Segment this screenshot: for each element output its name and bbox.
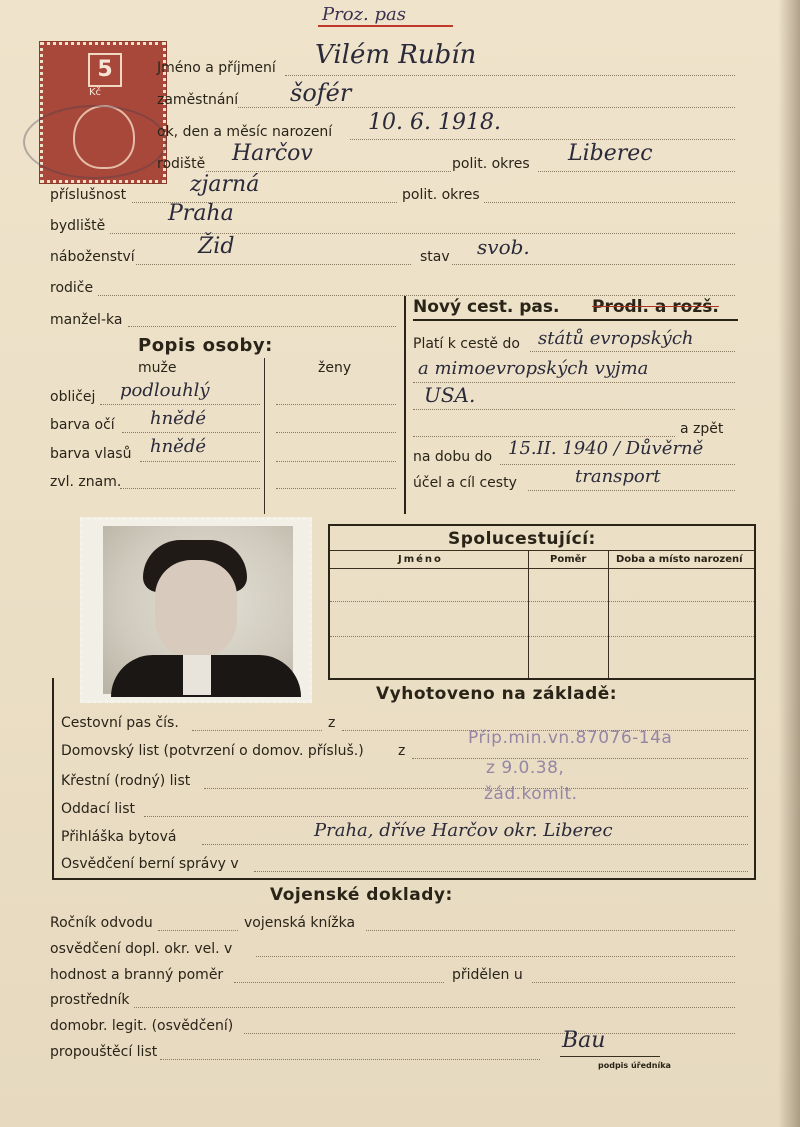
domicile-line: [412, 758, 748, 759]
hair-line-female: [276, 461, 396, 462]
marriage-line: [144, 816, 748, 817]
marks-line: [120, 488, 260, 489]
male-column-label: muže: [138, 360, 177, 376]
companions-table: [328, 524, 756, 680]
companions-row-2: [330, 636, 754, 637]
issued-basis-section: [52, 678, 756, 880]
companions-title-rule: [330, 550, 754, 551]
birth-label: ok, den a měsíc narození: [157, 124, 333, 140]
marks-line-female: [276, 488, 396, 489]
return-line: [413, 436, 675, 437]
assigned-label: přidělen u: [452, 967, 523, 983]
religion-value: Žid: [198, 234, 235, 259]
period-line: [500, 464, 735, 465]
religion-label: náboženství: [50, 249, 135, 265]
face-line-female: [276, 404, 396, 405]
broker-label: prostředník: [50, 992, 130, 1008]
domicile-z-label: z: [398, 743, 406, 759]
description-column-divider: [264, 358, 265, 514]
photo-face: [155, 560, 237, 660]
name-value: Vilém Rubín: [315, 40, 477, 70]
hair-line: [140, 461, 260, 462]
period-value: 15.II. 1940 / Důvěrně: [508, 438, 704, 459]
name-line: [285, 75, 735, 76]
housing-line: [202, 844, 748, 845]
marks-label: zvl. znam.: [50, 474, 122, 490]
district2-label: polit. okres: [402, 187, 480, 203]
eyes-label: barva očí: [50, 417, 115, 433]
issued-title: Vyhotoveno na základě:: [376, 684, 618, 704]
birth-line: [350, 139, 735, 140]
valid-line3: [413, 409, 735, 410]
certificate-label: osvědčení dopl. okr. vel. v: [50, 941, 233, 957]
description-title: Popis osoby:: [138, 335, 273, 356]
domicile-label: Domovský list (potvrzení o domov. přísluš.): [61, 743, 364, 759]
postmark-circle: [23, 105, 167, 179]
companions-col-relation: Poměr: [550, 554, 587, 565]
valid-value3: USA.: [424, 383, 476, 407]
draft-year-line: [158, 930, 238, 931]
companions-col-name: Jméno: [398, 554, 443, 565]
rank-line: [234, 982, 444, 983]
eyes-value: hnědé: [150, 408, 207, 429]
district-line: [538, 171, 735, 172]
parents-line: [98, 295, 735, 296]
job-line: [238, 107, 735, 108]
new-passport-label: Nový cest. pas.: [413, 297, 560, 317]
stamp-unit: Kč: [89, 87, 102, 98]
hair-value: hnědé: [150, 436, 207, 457]
purpose-line: [528, 490, 735, 491]
passport-z-label: z: [328, 715, 336, 731]
companions-divider-1: [528, 550, 529, 678]
legitimation-label: domobr. legit. (osvědčení): [50, 1018, 234, 1034]
housing-value: Praha, dříve Harčov okr. Liberec: [314, 820, 613, 841]
period-label: na dobu do: [413, 449, 493, 465]
companions-row-1: [330, 601, 754, 602]
military-title: Vojenské doklady:: [270, 885, 453, 905]
residence-value: Praha: [168, 201, 234, 226]
official-signature: Bau: [562, 1028, 606, 1053]
return-label: a zpět: [680, 421, 724, 437]
birthplace-value: Harčov: [232, 141, 313, 166]
religion-line: [136, 264, 411, 265]
ministry-stamp-line1: Přip.min.vn.87076-14a: [468, 728, 673, 748]
legitimation-line: [244, 1033, 735, 1034]
discharge-label: propouštěcí list: [50, 1044, 158, 1060]
spouse-label: manžel-ka: [50, 312, 123, 328]
ministry-stamp-line2: z 9.0.38,: [486, 758, 565, 778]
rank-label: hodnost a branný poměr: [50, 967, 224, 983]
purpose-label: účel a cíl cesty: [413, 475, 517, 491]
eyes-line-female: [276, 432, 396, 433]
companions-header-rule: [330, 568, 754, 569]
valid-value1: států evropských: [538, 328, 694, 349]
female-column-label: ženy: [318, 360, 352, 376]
valid-line1: [530, 351, 735, 352]
job-value: šofér: [290, 79, 352, 107]
citizenship-label: příslušnost: [50, 187, 127, 203]
issued-top-rule: [328, 678, 754, 680]
housing-label: Přihláška bytová: [61, 829, 177, 845]
parents-label: rodiče: [50, 280, 94, 296]
military-book-line: [366, 930, 735, 931]
spouse-line: [128, 326, 396, 327]
citizenship-value: zjarná: [190, 172, 260, 197]
status-value: svob.: [477, 235, 530, 259]
extend-passport-label: Prodl. a rozš.: [592, 297, 719, 317]
stamp-value: 5: [88, 53, 122, 87]
certificate-line: [256, 956, 735, 957]
military-book-label: vojenská knížka: [244, 915, 356, 931]
valid-label: Platí k cestě do: [413, 336, 520, 352]
revenue-stamp: [40, 42, 166, 183]
assigned-line: [532, 982, 735, 983]
marriage-label: Oddací list: [61, 801, 135, 817]
name-label: Jméno a příjmení: [157, 60, 276, 76]
district-value: Liberec: [568, 141, 653, 166]
header-note: Proz. pas: [322, 4, 406, 25]
district2-line: [484, 202, 735, 203]
companions-divider-2: [608, 550, 609, 678]
status-label: stav: [420, 249, 450, 265]
baptism-label: Křestní (rodný) list: [61, 773, 191, 789]
companions-col-birth: Doba a místo narození: [616, 554, 743, 565]
residence-label: bydliště: [50, 218, 106, 234]
page-edge-shadow: [778, 0, 800, 1127]
baptism-line: [204, 788, 748, 789]
birth-value: 10. 6. 1918.: [368, 110, 501, 135]
header-note-underline: [318, 25, 453, 27]
companions-title: Spolucestující:: [448, 529, 596, 549]
face-line: [100, 404, 260, 405]
discharge-line: [160, 1059, 540, 1060]
portrait-photo: [80, 517, 312, 703]
face-value: podlouhlý: [120, 380, 210, 401]
passport-header-rule: [413, 319, 738, 321]
purpose-value: transport: [575, 466, 661, 487]
status-line: [452, 264, 735, 265]
tax-line: [254, 871, 748, 872]
signature-rule: [560, 1056, 660, 1057]
district-label: polit. okres: [452, 156, 530, 172]
birthplace-label: rodiště: [157, 156, 206, 172]
face-label: obličej: [50, 389, 96, 405]
passport-number-line: [192, 730, 322, 731]
passport-section-divider: [404, 296, 406, 514]
tax-label: Osvědčení berní správy v: [61, 856, 239, 872]
draft-year-label: Ročník odvodu: [50, 915, 153, 931]
ministry-stamp-line3: žád.komit.: [484, 784, 578, 804]
broker-line: [134, 1007, 735, 1008]
hair-label: barva vlasů: [50, 446, 132, 462]
valid-value2: a mimoevropských vyjma: [418, 358, 649, 379]
job-label: zaměstnání: [157, 92, 239, 108]
passport-number-label: Cestovní pas čís.: [61, 715, 179, 731]
signature-label: podpis úředníka: [598, 1061, 671, 1070]
eyes-line: [122, 432, 260, 433]
